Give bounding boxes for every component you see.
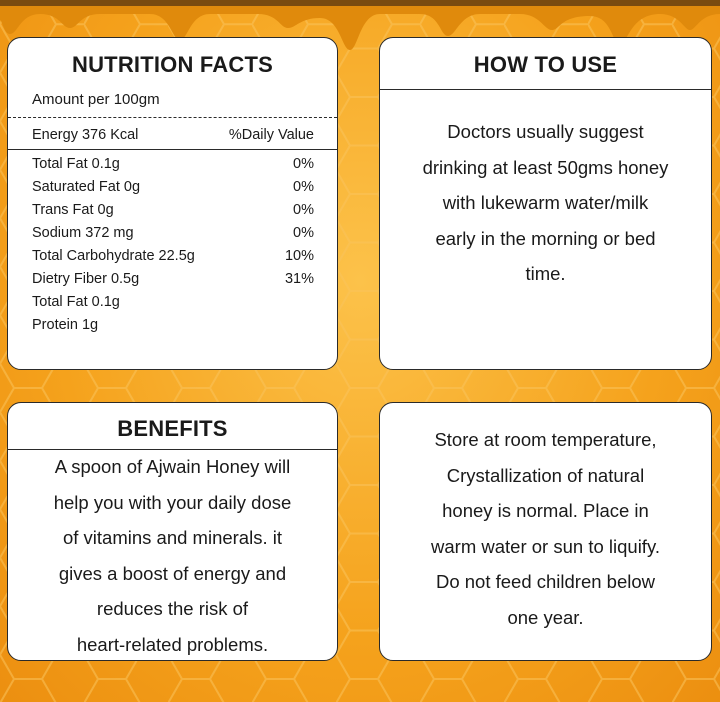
energy-label: Energy 376 Kcal [32,127,139,143]
text-line: A spoon of Ajwain Honey will [54,456,291,477]
how-to-use-title: HOW TO USE [473,52,618,77]
nutrition-row [32,294,314,310]
nutrition-row [32,156,314,172]
text-line: Do not feed children below [435,571,656,592]
benefits-title: BENEFITS [117,416,228,441]
text-line: gives a boost of energy and [58,562,287,584]
nutrition-header-row [32,127,314,143]
daily-value-label: %Daily Value [228,127,314,143]
nutrition-row [32,248,314,264]
text-line: one year. [507,606,584,628]
nutrient-label: Sodium 372 mg [32,225,134,241]
nutrition-facts-card [7,37,338,370]
how-to-use-text [390,114,701,292]
nutrient-label: Dietry Fiber 0.5g [32,271,140,287]
nutrient-label: Trans Fat 0g [32,202,114,218]
nutrition-title: NUTRITION FACTS [72,52,273,77]
how-to-use-card [379,37,712,370]
text-line: honey is normal. Place in [442,500,649,521]
storage-text [384,422,707,635]
nutrient-pct: 0% [293,202,314,218]
nutrient-label: Saturated Fat 0g [32,179,141,195]
nutrient-label: Total Fat 0.1g [32,294,120,310]
text-line: with lukewarm water/milk [442,192,649,213]
dashed-divider [8,117,337,118]
text-line: heart-related problems. [76,633,269,655]
text-line: drinking at least 50gms honey [422,156,669,178]
text-line: of vitamins and minerals. it [62,527,282,548]
text-line: Crystallization of natural [446,464,645,486]
text-line: early in the morning or bed [435,227,656,249]
nutrition-row [32,317,314,333]
storage-card [379,402,712,661]
text-line: reduces the risk of [96,598,249,619]
nutrient-label: Total Fat 0.1g [32,156,120,172]
benefits-text [12,449,333,661]
header-divider [8,149,337,150]
nutrient-pct: 0% [293,179,314,195]
benefits-card [7,402,338,661]
nutrient-label: Total Carbohydrate 22.5g [32,248,195,264]
text-line: Doctors usually suggest [447,121,644,142]
nutrient-pct [254,317,314,333]
nutrient-pct [254,294,314,310]
amount-per-serving: Amount per 100gm [32,91,160,108]
text-line: help you with your daily dose [53,491,292,513]
nutrient-pct: 0% [293,156,314,172]
nutrition-row [32,225,314,241]
nutrient-pct: 0% [293,225,314,241]
text-line: Store at room temperature, [434,429,657,450]
nutrient-label: Protein 1g [32,317,99,333]
text-line: warm water or sun to liquify. [431,535,660,557]
text-line: time. [525,263,566,284]
title-divider [380,89,711,90]
nutrition-row [32,202,314,218]
nutrient-pct: 31% [284,271,314,287]
nutrition-row [32,179,314,195]
nutrient-pct: 10% [284,248,314,264]
nutrition-row [32,271,314,287]
